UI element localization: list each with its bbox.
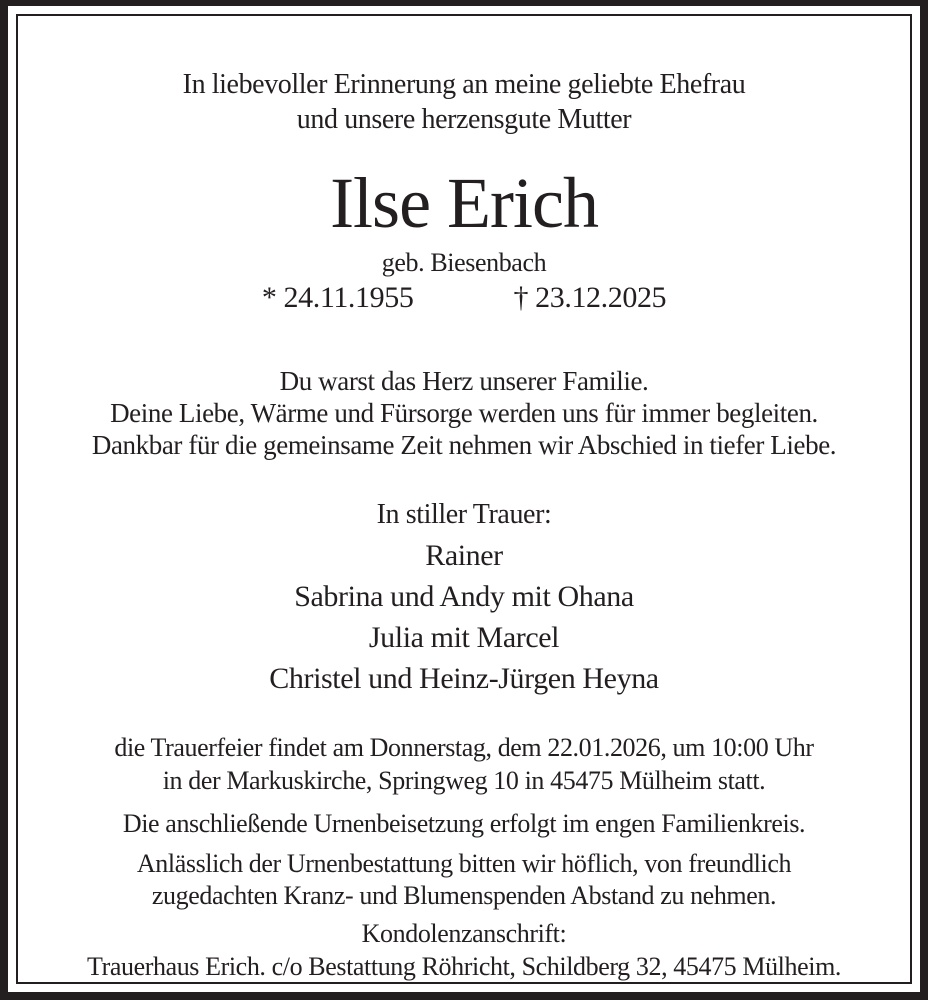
condolence-address: Trauerhaus Erich. c/o Bestattung Röhricht, Schildberg 32, 45475 Mülheim. bbox=[87, 952, 841, 981]
urn-notice: Die anschließende Urnenbeisetzung erfolgt im engen Familienkreis. bbox=[122, 809, 806, 838]
birth-date: * 24.11.1955 bbox=[261, 281, 414, 314]
mourner-name: Sabrina und Andy mit Ohana bbox=[294, 580, 634, 613]
flowers-line: Anlässlich der Urnenbestattung bitten wir höflich, von freundlich bbox=[136, 849, 792, 878]
mourner-name: Julia mit Marcel bbox=[368, 621, 560, 654]
flowers-line: zugedachten Kranz- und Blumenspenden Abstand zu nehmen. bbox=[151, 881, 777, 910]
mourner-name: Rainer bbox=[425, 539, 503, 572]
mourners-list bbox=[30, 535, 898, 699]
intro-line-2: und unsere herzensgute Mutter bbox=[296, 104, 632, 135]
service-info bbox=[30, 731, 898, 797]
obituary-inner-frame bbox=[16, 14, 912, 984]
life-dates bbox=[30, 279, 898, 317]
deceased-name: Ilse Erich bbox=[330, 163, 598, 243]
maiden-name: geb. Biesenbach bbox=[381, 248, 547, 277]
flowers-notice bbox=[30, 848, 898, 912]
service-line: die Trauerfeier findet am Donnerstag, dem 22.01.2026, um 10:00 Uhr bbox=[114, 733, 814, 762]
mourner-name: Christel und Heinz-Jürgen Heyna bbox=[269, 662, 659, 695]
service-line: in der Markuskirche, Springweg 10 in 45475 Mülheim statt. bbox=[162, 766, 766, 795]
intro-line-1: In liebevoller Erinnerung an meine geliebte Ehefrau bbox=[182, 69, 746, 100]
death-date: † 23.12.2025 bbox=[513, 281, 667, 314]
condolence-header: Kondolenzanschrift: bbox=[361, 919, 567, 948]
tribute-line: Dankbar für die gemeinsame Zeit nehmen wir Abschied in tiefer Liebe. bbox=[91, 430, 837, 460]
tribute-line: Du warst das Herz unserer Familie. bbox=[279, 366, 649, 396]
intro-block bbox=[30, 67, 898, 137]
mourning-header: In stiller Trauer: bbox=[376, 499, 552, 530]
tribute-block bbox=[30, 365, 898, 461]
tribute-line: Deine Liebe, Wärme und Fürsorge werden uns für immer begleiten. bbox=[110, 398, 818, 428]
